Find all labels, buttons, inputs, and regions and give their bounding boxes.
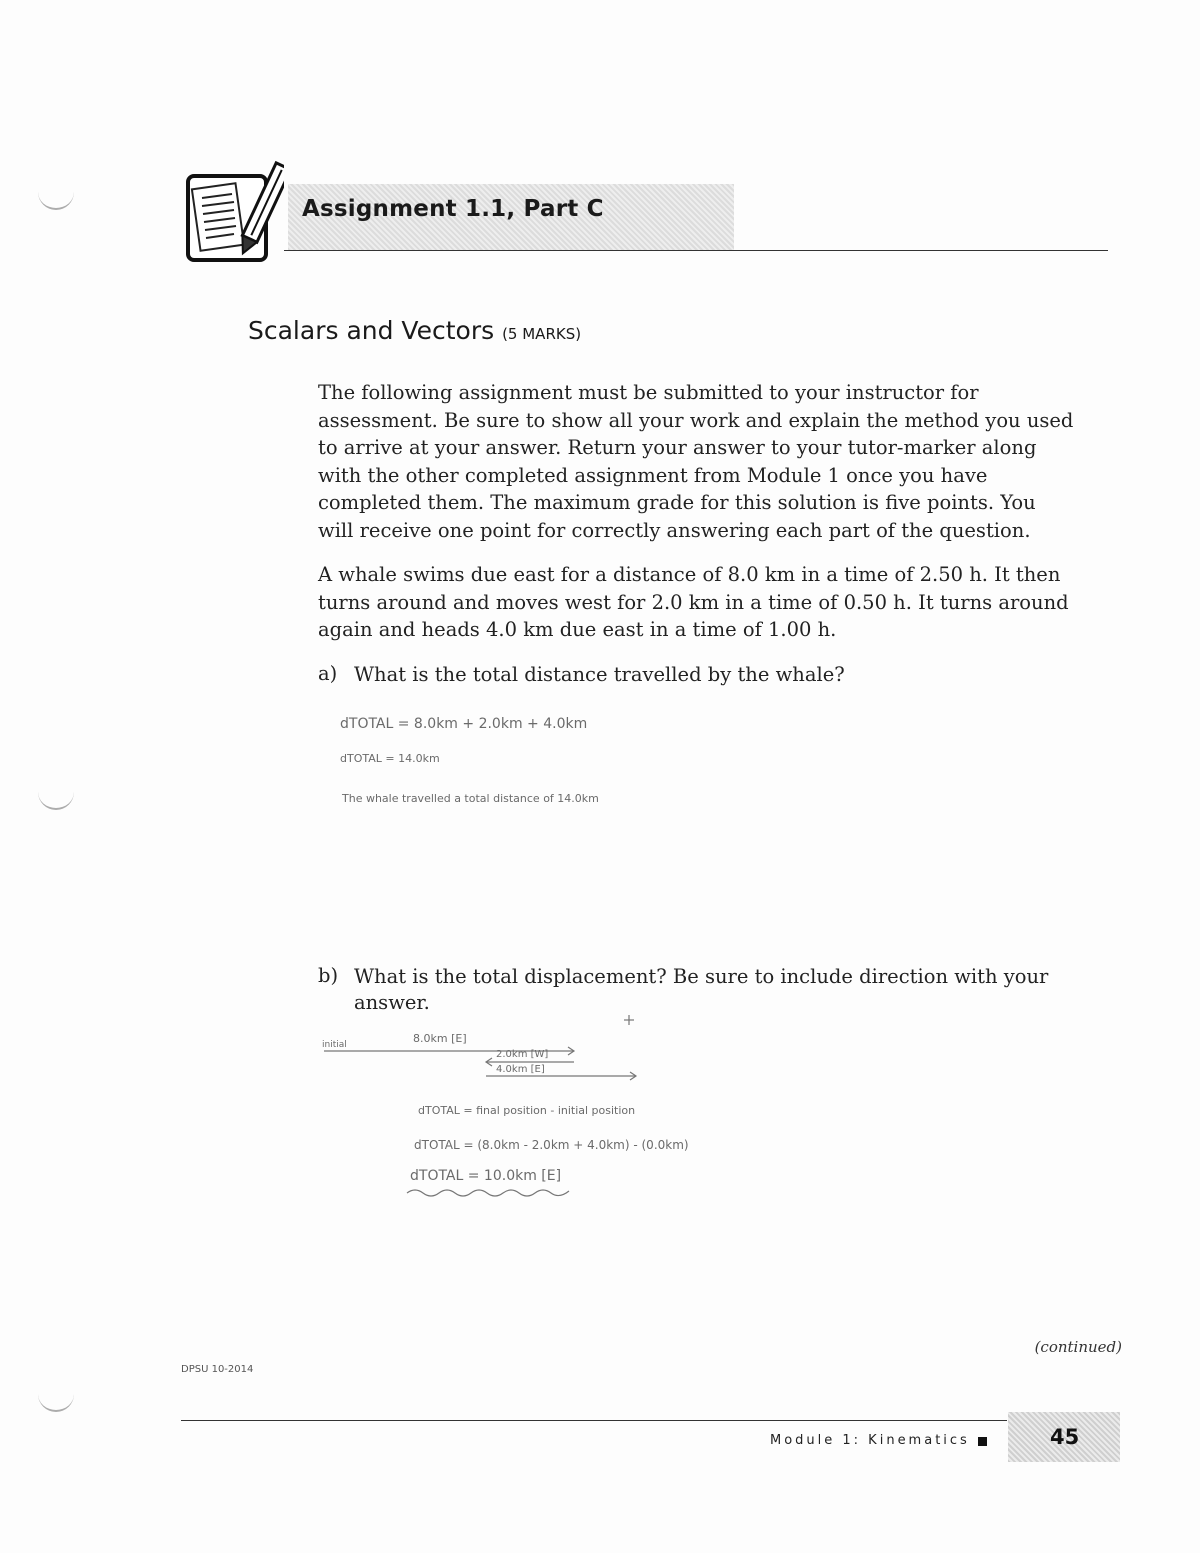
handwritten-line: dTOTAL = final position - initial position xyxy=(418,1104,636,1117)
problem-line: turns around and moves west for 2.0 km in a time of 0.50 h. It turns around xyxy=(318,590,1069,614)
footer-rule xyxy=(181,1420,1007,1421)
intro-line: The following assignment must be submitted to your instructor for xyxy=(318,381,979,404)
binder-hole xyxy=(38,790,74,810)
question-a-text: What is the total distance travelled by the whale? xyxy=(354,663,845,686)
handwritten-line: dTOTAL = 10.0km [E] xyxy=(410,1168,562,1184)
vector-diagram xyxy=(318,1012,658,1092)
handwritten-line: The whale travelled a total distance of 14.0km xyxy=(342,792,599,805)
diagram-seg1-label: 8.0km [E] xyxy=(413,1032,467,1045)
footer-module: Module 1: Kinematics xyxy=(770,1433,970,1448)
diagram-seg2-label: 2.0km [W] xyxy=(496,1049,549,1060)
handwritten-line: dTOTAL = (8.0km - 2.0km + 4.0km) - (0.0km) xyxy=(414,1138,689,1152)
question-b-line: answer. xyxy=(354,991,430,1014)
problem-paragraph xyxy=(318,561,1098,644)
intro-line: will receive one point for correctly answering each part of the question. xyxy=(318,518,1031,542)
section-title xyxy=(248,316,581,345)
binder-hole xyxy=(38,190,74,210)
diagram-start-label: initial xyxy=(322,1040,347,1050)
intro-line: completed them. The maximum grade for this solution is five points. You xyxy=(318,491,1036,514)
assignment-title: Assignment 1.1, Part C xyxy=(302,196,604,222)
diagram-seg3-label: 4.0km [E] xyxy=(496,1064,545,1075)
handwritten-line: dTOTAL = 14.0km xyxy=(340,752,440,765)
question-b-line: What is the total displacement? Be sure to include direction with your xyxy=(354,965,1049,988)
intro-line: to arrive at your answer. Return your answer to your tutor-marker along xyxy=(318,436,1037,459)
problem-line: again and heads 4.0 km due east in a time of 1.00 h. xyxy=(318,618,837,641)
header-rule xyxy=(284,250,1108,251)
intro-line: assessment. Be sure to show all your work and explain the method you used xyxy=(318,408,1074,432)
problem-line: A whale swims due east for a distance of 8.0 km in a time of 2.50 h. It then xyxy=(318,563,1061,586)
handwritten-line: dTOTAL = 8.0km + 2.0km + 4.0km xyxy=(340,716,588,732)
question-b-text xyxy=(354,964,1074,1016)
footer-square-icon xyxy=(978,1437,987,1446)
question-a-label: a) xyxy=(318,662,338,685)
section-title-text: Scalars and Vectors xyxy=(248,316,495,345)
page-number: 45 xyxy=(1050,1425,1080,1449)
intro-paragraph xyxy=(318,379,1098,544)
notepad-pencil-icon xyxy=(184,158,284,264)
intro-line: with the other completed assignment from Module 1 once you have xyxy=(318,463,988,487)
binder-hole xyxy=(38,1392,74,1412)
continued-note: (continued) xyxy=(1034,1338,1122,1356)
section-marks: (5 MARKS) xyxy=(502,325,582,343)
handwritten-underline xyxy=(405,1184,575,1198)
document-code: DPSU 10-2014 xyxy=(181,1364,254,1375)
question-b-label: b) xyxy=(318,964,339,987)
